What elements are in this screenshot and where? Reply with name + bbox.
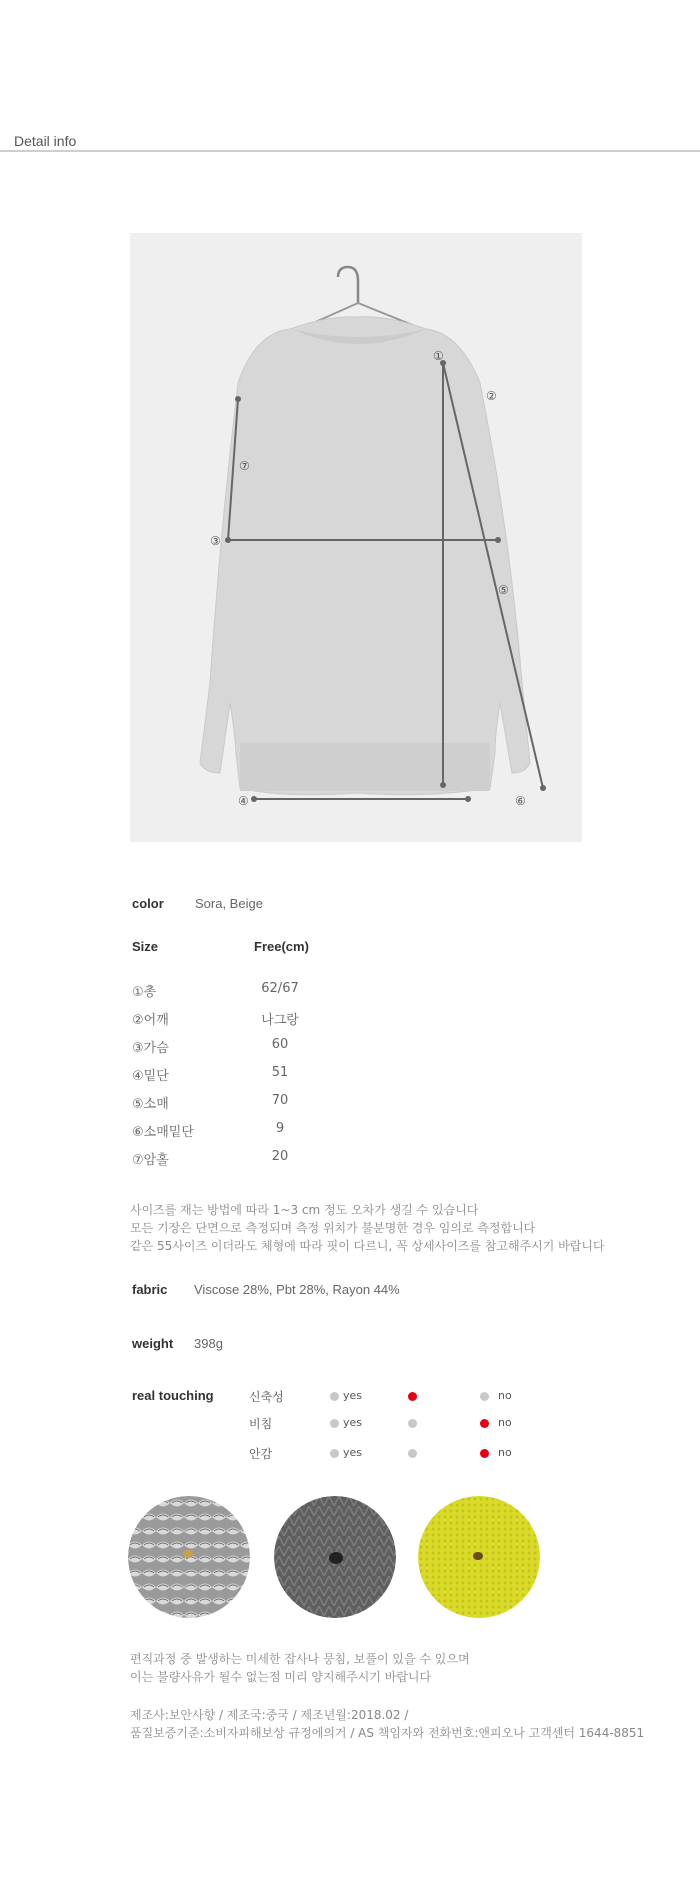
color-value: Sora, Beige bbox=[195, 896, 263, 911]
rating-dot-middle bbox=[408, 1419, 417, 1428]
size-note: 모든 기장은 단면으로 측정되며 측정 위치가 불분명한 경우 임의로 측정합니다 bbox=[130, 1221, 536, 1235]
rating-no-label: no bbox=[498, 1389, 512, 1402]
fabric-value: Viscose 28%, Pbt 28%, Rayon 44% bbox=[194, 1282, 400, 1297]
fabric-label: fabric bbox=[132, 1282, 168, 1297]
size-note: 같은 55사이즈 이더라도 체형에 따라 핏이 다르니, 꼭 상세사이즈를 참고해주시기 바랍니다 bbox=[130, 1239, 605, 1253]
marker-7: ⑦ bbox=[239, 459, 250, 473]
care-note: 이는 불량사유가 될수 없는점 미리 양지해주시기 바랍니다 bbox=[130, 1670, 432, 1684]
rating-dot-yes bbox=[330, 1419, 339, 1428]
marker-4: ④ bbox=[238, 794, 249, 808]
real-touching-row-name: 안감 bbox=[249, 1447, 273, 1461]
product-photo bbox=[130, 233, 582, 842]
color-label: color bbox=[132, 896, 164, 911]
rating-dot-no bbox=[480, 1449, 489, 1458]
rating-dot-middle bbox=[408, 1392, 417, 1401]
care-note: 편직과정 중 발생하는 미세한 잡사나 뭉침, 보풀이 있을 수 있으며 bbox=[130, 1652, 470, 1666]
size-unit: Free(cm) bbox=[254, 939, 309, 954]
size-row-name: ⑥소매밑단 bbox=[132, 1125, 194, 1140]
size-row-value: 20 bbox=[271, 1149, 289, 1164]
size-row-name: ⑤소매 bbox=[132, 1097, 169, 1112]
size-row-value: 62/67 bbox=[261, 981, 299, 996]
rating-dot-middle bbox=[408, 1449, 417, 1458]
marker-3: ③ bbox=[210, 534, 221, 548]
rating-dot-no bbox=[480, 1392, 489, 1401]
size-row-name: ①총 bbox=[132, 985, 157, 1000]
divider bbox=[0, 150, 700, 152]
size-row-value: 나그랑 bbox=[261, 1013, 299, 1028]
rating-no-label: no bbox=[498, 1446, 512, 1459]
size-note: 사이즈를 재는 방법에 따라 1~3 cm 정도 오차가 생길 수 있습니다 bbox=[130, 1203, 479, 1217]
rating-dot-yes bbox=[330, 1449, 339, 1458]
rating-yes-label: yes bbox=[343, 1389, 363, 1402]
rating-dot-no bbox=[480, 1419, 489, 1428]
rating-dot-yes bbox=[330, 1392, 339, 1401]
size-row-name: ④밑단 bbox=[132, 1069, 169, 1084]
size-label: Size bbox=[132, 939, 159, 954]
sweater-measurement-illustration bbox=[130, 233, 582, 842]
marker-5: ⑤ bbox=[498, 583, 509, 597]
real-touching-row-name: 신축성 bbox=[249, 1390, 284, 1404]
weight-label: weight bbox=[132, 1336, 174, 1351]
size-row-name: ⑦암홀 bbox=[132, 1153, 169, 1168]
gray-knit-swatch bbox=[128, 1496, 250, 1618]
size-row-value: 60 bbox=[271, 1037, 289, 1052]
rating-yes-label: yes bbox=[343, 1446, 363, 1459]
warranty-info: 품질보증기준:소비자피해보상 규정에의거 / AS 책임자와 전화번호:앤피오나 고객센터 1644-8851 bbox=[130, 1726, 645, 1740]
real-touching-row-name: 비침 bbox=[249, 1417, 273, 1431]
rating-yes-label: yes bbox=[343, 1416, 363, 1429]
maker-info: 제조사:보안사향 / 제조국:중국 / 제조년월:2018.02 / bbox=[130, 1708, 409, 1722]
marker-1: ① bbox=[433, 349, 444, 363]
size-row-name: ③가슴 bbox=[132, 1041, 169, 1056]
weight-value: 398g bbox=[194, 1336, 223, 1351]
size-row-value: 9 bbox=[275, 1121, 285, 1136]
yellow-knit-swatch bbox=[418, 1496, 540, 1618]
real-touching-label: real touching bbox=[132, 1388, 214, 1403]
size-row-name: ②어깨 bbox=[132, 1013, 169, 1028]
marker-2: ② bbox=[486, 389, 497, 403]
size-row-value: 51 bbox=[271, 1065, 289, 1080]
rating-no-label: no bbox=[498, 1416, 512, 1429]
marker-6: ⑥ bbox=[515, 794, 526, 808]
size-row-value: 70 bbox=[271, 1093, 289, 1108]
charcoal-knit-swatch bbox=[274, 1496, 396, 1618]
section-title: Detail info bbox=[14, 133, 77, 149]
